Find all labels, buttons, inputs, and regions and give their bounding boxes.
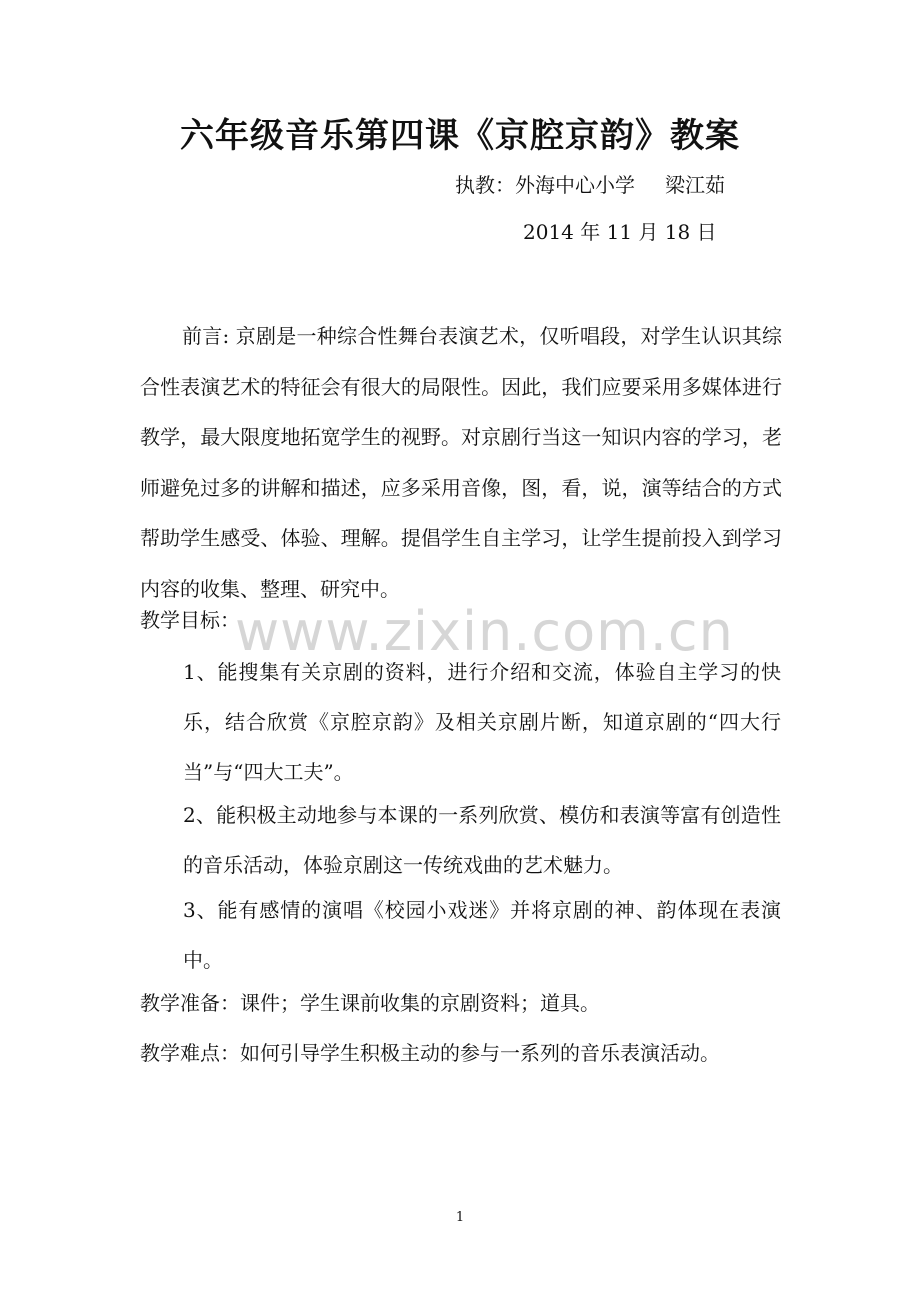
preface-paragraph: 前言: 京剧是一种综合性舞台表演艺术，仅听唱段，对学生认识其综合性表演艺术的特征会有很大的局限性。因此，我们应要采用多媒体进行教学，最大限度地拓宽学生的视野。对京剧行当这一知识内容的学习，老师避免过多的讲解和描述，应多采用音像，图，看，说，演等结合的方式帮助学生感受、体验、理解。提倡学生自主学习，让学生提前投入到学习内容的收集、整理、研究中。 [140, 324, 782, 601]
page-number: 1 [455, 1210, 465, 1225]
teaching-preparation: 教学准备：课件；学生课前收集的京剧资料；道具。 [140, 991, 600, 1015]
watermark: www.zixin.com.cn [235, 600, 734, 663]
author-line [455, 170, 725, 200]
author-name: 梁江茹 [665, 173, 725, 197]
objective-item-2: 2、能积极主动地参与本课的一系列欣赏、模仿和表演等富有创造性的音乐活动，体验京剧这一传统戏曲的艺术魅力。 [183, 803, 781, 877]
teaching-difficulty: 教学难点：如何引导学生积极主动的参与一系列的音乐表演活动。 [140, 1041, 720, 1065]
objectives-heading: 教学目标： [140, 608, 240, 632]
document-title: 六年级音乐第四课《京腔京韵》教案 [180, 116, 740, 156]
author-school: 执教：外海中心小学 [455, 173, 635, 197]
objective-item-3: 3、能有感情的演唱《校园小戏迷》并将京剧的神、韵体现在表演中。 [183, 898, 781, 972]
document-date: 2014 年 11 月 18 日 [523, 220, 717, 244]
objective-item-1: 1、能搜集有关京剧的资料，进行介绍和交流，体验自主学习的快乐，结合欣赏《京腔京韵》及相关京剧片断，知道京剧的“四大行当”与“四大工夫”。 [183, 660, 781, 784]
